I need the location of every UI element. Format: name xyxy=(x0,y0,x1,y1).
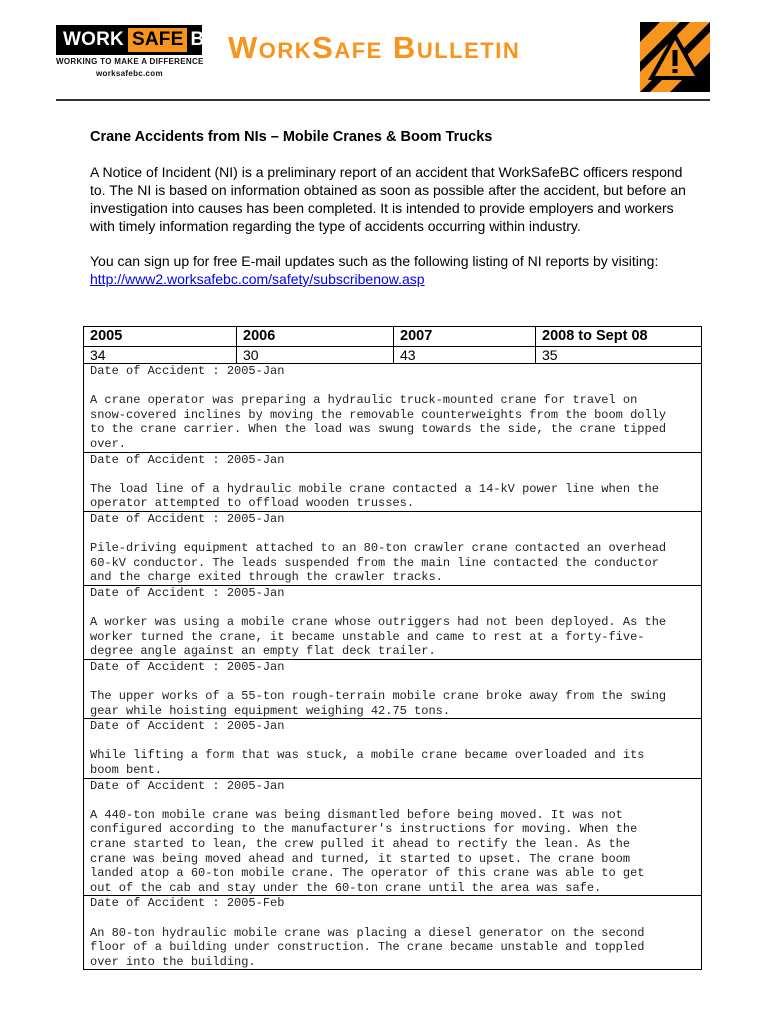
accident-date: Date of Accident : 2005-Jan xyxy=(90,364,285,378)
accident-row xyxy=(84,719,702,778)
signup-text: You can sign up for free E-mail updates such as the following listing of NI reports by visiting: xyxy=(90,253,659,269)
count-row xyxy=(84,347,702,364)
accident-description: A 440-ton mobile crane was being dismantled before being moved. It was not configured according to the manufacturer's instructions for moving. When the crane started to lean, the crew pulled it ahead to rectify the lean. As the crane was being moved ahead and turned, it started to upset. The crane boom landed atop a 60-ton mobile crane. The operator of this crane was able to get out of the cab and stay under the 60-ton crane until the area was safe. xyxy=(90,807,645,895)
accident-row xyxy=(84,452,702,511)
accident-description: While lifting a form that was stuck, a mobile crane became overloaded and its boom bent. xyxy=(90,748,645,778)
accident-row xyxy=(84,511,702,585)
year-cell: 2006 xyxy=(237,327,394,347)
accident-date: Date of Accident : 2005-Jan xyxy=(90,511,285,526)
year-header-row xyxy=(84,327,702,347)
logo-safe-text: SAFE xyxy=(128,28,187,52)
signup-paragraph xyxy=(90,252,690,288)
year-cell: 2008 to Sept 08 xyxy=(536,327,702,347)
accident-description: An 80-ton hydraulic mobile crane was placing a diesel generator on the second floor of a building under construction. The crane became unstable and toppled over into the building. xyxy=(90,925,645,969)
logo-bc-text: BC xyxy=(190,29,218,50)
header-divider xyxy=(56,99,710,101)
accident-description: Pile-driving equipment attached to an 80-ton crawler crane contacted an overhead 60-kV conductor. The leads suspended from the main line contacted the conductor and the charge exited through the crawler tracks. xyxy=(90,541,667,585)
accident-description: A crane operator was preparing a hydraulic truck-mounted crane for travel on snow-covered inclines by moving the removable counterweights from the boom dolly to the crane carrier. When the load was swung towards the side, the crane tipped over. xyxy=(90,393,667,451)
accident-date: Date of Accident : 2005-Feb xyxy=(90,896,285,911)
accident-entry xyxy=(84,585,702,659)
accident-entry xyxy=(84,778,702,896)
count-cell: 34 xyxy=(84,347,237,364)
warning-sign-icon xyxy=(640,22,710,92)
worksafebc-logo xyxy=(56,25,218,55)
accident-description: The load line of a hydraulic mobile crane contacted a 14-kV power line when the operator attempted to offload wooden trusses. xyxy=(90,481,659,511)
logo-website: worksafebc.com xyxy=(96,69,163,78)
accident-description: A worker was using a mobile crane whose outriggers had not been deployed. As the worker turned the crane, it became unstable and came to rest at a forty-five- degree angle against an empty flat deck trailer. xyxy=(90,615,667,659)
accident-entry xyxy=(84,364,702,453)
accident-row xyxy=(84,659,702,718)
year-cell: 2005 xyxy=(84,327,237,347)
subscribe-link[interactable]: http://www2.worksafebc.com/safety/subscribenow.asp xyxy=(90,271,425,287)
accident-date: Date of Accident : 2005-Jan xyxy=(90,719,285,734)
accident-row xyxy=(84,585,702,659)
accident-entry xyxy=(84,452,702,511)
accident-entry xyxy=(84,511,702,585)
count-cell: 35 xyxy=(536,347,702,364)
count-cell: 30 xyxy=(237,347,394,364)
intro-paragraph: A Notice of Incident (NI) is a preliminary report of an accident that WorkSafeBC officers respond to. The NI is based on information obtained as soon as possible after the accident, but before an investigation into causes has been completed. It is intended to provide employers and workers with timely information regarding the type of accidents occurring within industry. xyxy=(90,164,686,234)
accident-date: Date of Accident : 2005-Jan xyxy=(90,452,285,467)
accident-row xyxy=(84,778,702,896)
accident-date: Date of Accident : 2005-Jan xyxy=(90,778,285,793)
accident-description: The upper works of a 55-ton rough-terrain mobile crane broke away from the swing gear while hoisting equipment weighing 42.75 tons. xyxy=(90,689,667,718)
ni-summary-table xyxy=(83,326,702,970)
accident-entry xyxy=(84,719,702,778)
count-cell: 43 xyxy=(394,347,536,364)
accident-row xyxy=(84,364,702,453)
logo-tagline: WORKING TO MAKE A DIFFERENCE xyxy=(56,57,204,66)
document-title: Crane Accidents from NIs – Mobile Cranes & Boom Trucks xyxy=(90,129,493,145)
accident-date: Date of Accident : 2005-Jan xyxy=(90,659,285,674)
page-header xyxy=(0,0,768,100)
document-body xyxy=(90,128,690,305)
accident-date: Date of Accident : 2005-Jan xyxy=(90,585,285,600)
logo-work-text: WORK xyxy=(63,29,124,50)
accident-row xyxy=(84,896,702,970)
accident-entry xyxy=(84,659,702,718)
bulletin-title: WorkSafe Bulletin xyxy=(228,30,521,65)
year-cell: 2007 xyxy=(394,327,536,347)
accident-entry xyxy=(84,896,702,970)
